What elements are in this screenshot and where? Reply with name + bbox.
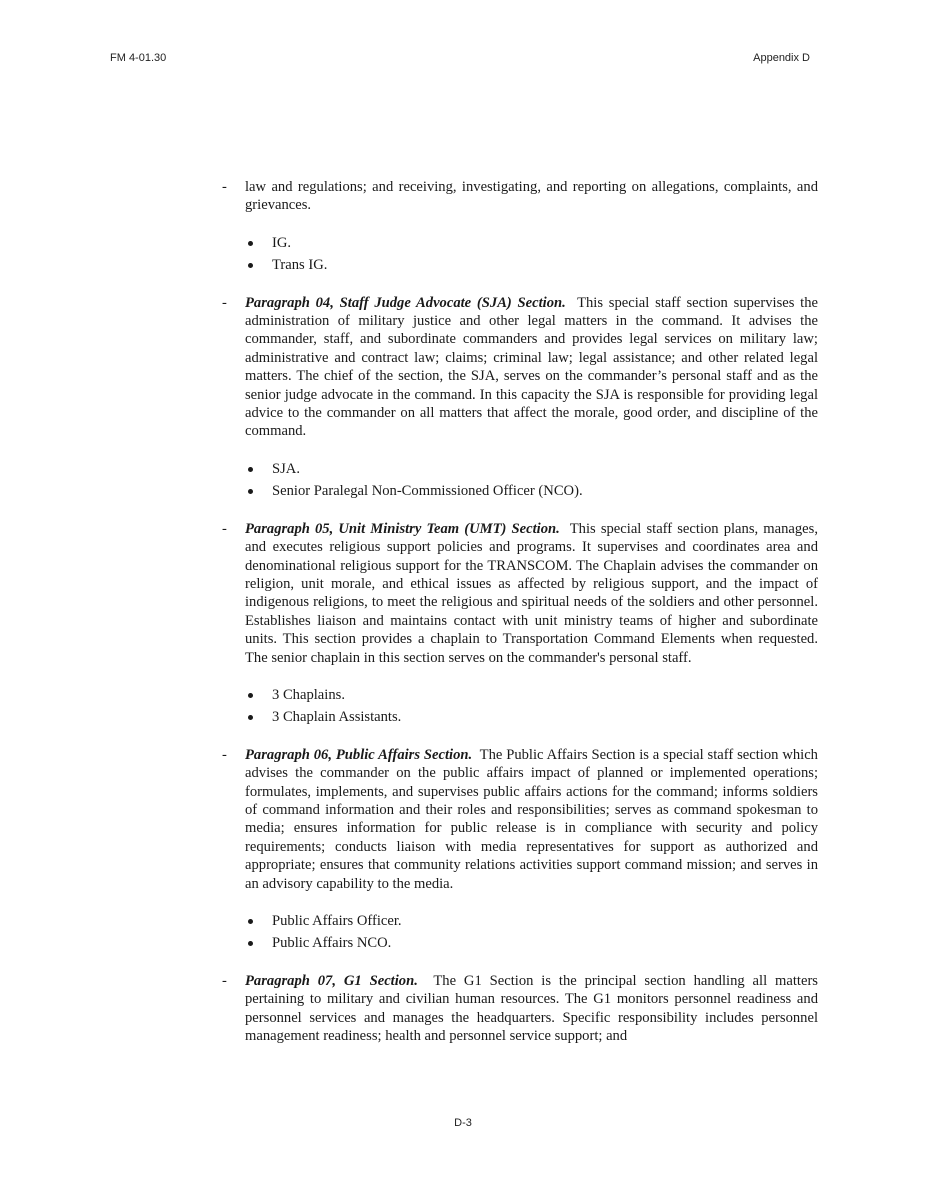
dash-marker: - [222,972,227,989]
paragraph-04 [222,294,818,441]
bullet-list-pao [222,912,818,953]
page-body [222,178,818,1064]
paragraph-text: The Public Affairs Section is a special staff section which advises the commander on the public affairs impact of planned or implemented operations; formulates, implements, and supervises public affairs actions for the command; informs soldiers of command information and their roles and responsibilities; serves as command spokesman to media; ensures information for public release is in compliance with security and policy requirements; conducts liaison with media representatives for support as authorized and appropriate; ensures that community relations activities support command mission; and serves in an advisory capability to the media. [245,746,818,892]
paragraph-text: This special staff section supervises the administration of military justice and other legal matters in the command. It advises the commander, staff, and subordinate commanders and provides legal services on military law; administrative and contract law; claims; criminal law; legal assistance; and other related legal matters. The chief of the section, the SJA, serves on the commander’s personal staff and as the senior judge advocate in the command. In this capacity the SJA is responsible for providing legal advice to the commander on all matters that affect the morale, good order, and discipline of the command. [245,294,818,440]
list-item: Trans IG. [248,256,818,274]
page-number: D-3 [454,1117,472,1129]
paragraph-continued [222,178,818,215]
bullet-icon [248,241,253,246]
paragraph-06 [222,746,818,893]
paragraph-title: Paragraph 07, G1 Section. [245,972,418,989]
bullet-icon [248,489,253,494]
list-item: IG. [248,234,818,252]
bullet-list-sja [222,460,818,501]
appendix-label: Appendix D [753,52,810,64]
bullet-icon [248,467,253,472]
paragraph-text: The G1 Section is the principal section handling all matters pertaining to military and civilian human resources. The G1 monitors personnel readiness and personnel services and manages the headquarters. Specific responsibility includes personnel management readiness; health and personnel service support; and [245,972,818,1045]
list-item: 3 Chaplains. [248,686,818,704]
paragraph-title: Paragraph 05, Unit Ministry Team (UMT) Section. [245,520,560,537]
paragraph-text: This special staff section plans, manages, and executes religious support policies and programs. It supervises and coordinates area and denominational religious support for the TRANSCOM. The Chaplain advises the commander on religion, unit morale, and ethical issues as affected by religious support, and the impact of indigenous religions, to meet the religious and spiritual needs of the soldiers and other personnel. Establishes liaison and maintains contact with unit ministry teams of higher and subordinate units. This section provides a chaplain to Transportation Command Elements when requested. The senior chaplain in this section serves on the commander's personal staff. [245,520,818,666]
list-item: 3 Chaplain Assistants. [248,708,818,726]
list-item: Senior Paralegal Non-Commissioned Officer (NCO). [248,482,818,500]
bullet-list-ig [222,234,818,275]
dash-marker: - [222,179,227,195]
dash-marker: - [222,746,227,763]
dash-marker: - [222,520,227,537]
paragraph-title: Paragraph 04, Staff Judge Advocate (SJA) Section. [245,294,566,311]
dash-marker: - [222,294,227,311]
bullet-icon [248,693,253,698]
paragraph-text: law and regulations; and receiving, investigating, and reporting on allegations, complaints, and grievances. [245,179,818,214]
list-item: SJA. [248,460,818,478]
bullet-list-umt [222,686,818,727]
bullet-icon [248,263,253,268]
doc-id: FM 4-01.30 [110,52,167,64]
paragraph-title: Paragraph 06, Public Affairs Section. [245,746,473,763]
paragraph-05 [222,520,818,667]
list-item: Public Affairs Officer. [248,912,818,930]
page-footer [0,1117,926,1129]
paragraph-07 [222,972,818,1046]
bullet-icon [248,919,253,924]
bullet-icon [248,941,253,946]
bullet-icon [248,715,253,720]
list-item: Public Affairs NCO. [248,934,818,952]
